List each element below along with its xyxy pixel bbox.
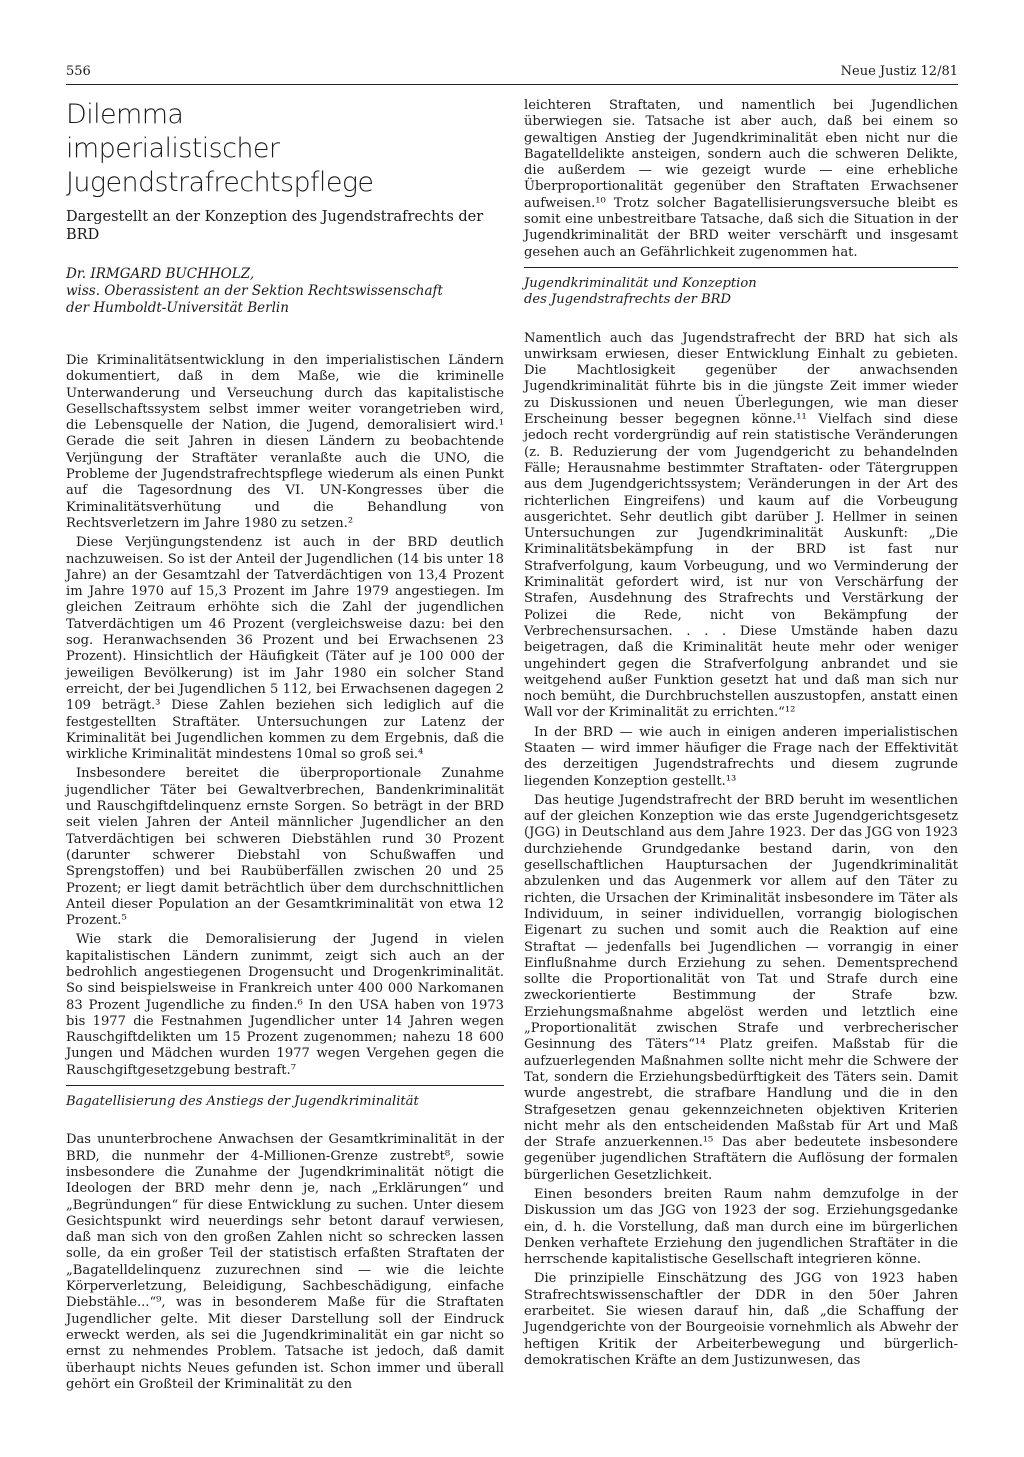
- title-line-2: imperialistischer Jugendstrafrechtspflege: [66, 133, 374, 198]
- author-name: Dr. IRMGARD BUCHHOLZ,: [66, 266, 255, 282]
- title-line-1: Dilemma: [66, 99, 184, 130]
- section-heading: [524, 276, 958, 309]
- journal-issue: Neue Justiz 12/81: [840, 64, 958, 79]
- section-heading: Bagatellisierung des Anstiegs der Jugendkriminalität: [66, 1094, 419, 1110]
- article-subtitle: Dargestellt an der Konzeption des Jugendstrafrechts der BRD: [66, 209, 484, 243]
- author-block: [66, 266, 504, 317]
- paragraph: Wie stark die Demoralisierung der Jugend in vielen kapitalistischen Ländern zunimmt, zeigt sich auch an der bedrohlich angestiegenen Drogensucht und Drogenkriminalität. So sind beispielsweise in Frankreich unter 400 000 Narkomanen 83 Prozent Jugendliche zu finden.⁶ In den USA haben von 1973 bis 1977 die Festnahmen Jugendlicher unter 14 Jahren wegen Rauschgiftdelikten um 15 Prozent zugenommen; nahezu 18 600 Jungen und Mädchen wurden 1977 wegen Vergehen gegen die Rauschgiftgesetzgebung bestraft.⁷: [66, 932, 504, 1078]
- section-heading-line-2: des Jugendstrafrechts der BRD: [524, 292, 731, 308]
- author-role: wiss. Oberassistent an der Sektion Rechtswissenschaft: [66, 283, 443, 299]
- running-header: [66, 64, 958, 84]
- right-column: [524, 98, 958, 1372]
- paragraph: Namentlich auch das Jugendstrafrecht der BRD hat sich als unwirksam erwiesen, dieser Entwicklung Einhalt zu gebieten. Die Machtlosigkeit gegenüber der anwachsenden Jugendkriminalität führte bis in die jüngste Zeit immer wieder zu Diskussionen und neuen Überlegungen, wie man dieser Erscheinung besser begegnen könne.¹¹ Vielfach sind diese jedoch recht vordergründig auf rein statistische Veränderungen (z. B. Reduzierung der vom Jugendgericht zu behandelnden Fälle; Herausnahme bestimmter Straftaten- oder Tätergruppen aus dem Jugendgerichtssystem; Veränderungen in der Art des richterlichen Eingreifens) und kaum auf die Vorbeugung ausgerichtet. Sehr deutlich gibt darüber J. Hellmer in seinen Untersuchungen zur Jugendkriminalität Auskunft: „Die Kriminalitätsbekämpfung in der BRD ist fast nur Strafverfolgung, kaum Vorbeugung, und wo Verminderung der Kriminalität gefordert wird, ist nur von Verschärfung der Strafen, Ausdehnung des Strafrechts und Verstärkung der Polizei die Rede, nicht von Bekämpfung der Verbrechensursachen. . . . Diese Umstände haben dazu beigetragen, daß die Kriminalität heute mehr oder weniger ungehindert gegen die Strafverfolgung anbrandet und sie weitgehend außer Funktion gesetzt hat und daß man sich nur noch bemüht, die Durchbruchstellen auszustopfen, anstatt einen Wall vor der Kriminalität zu errichten.“¹²: [524, 330, 958, 721]
- section-rule: [66, 1085, 504, 1086]
- paragraph: In der BRD — wie auch in einigen anderen imperialistischen Staaten — wird immer häufiger die Frage nach der Effektivität des derzeitigen Jugendstrafrechts und diesem zugrunde liegenden Konzeption gestellt.¹³: [524, 724, 958, 789]
- paragraph: Die Kriminalitätsentwicklung in den imperialistischen Ländern dokumentiert, daß in dem Maße, wie die kriminelle Unterwanderung und Verseuchung durch das kapitalistische Gesellschaftssystem selbst immer weiter vorangetrieben wird, die Lebensquelle der Nation, die Jugend, demoralisiert wird.¹ Gerade die seit Jahren in diesen Ländern zu beobachtende Verjüngung der Straftäter veranlaßte auch die UNO, die Probleme der Jugendstrafrechtspflege wiederum als einen Punkt auf die Tagesordnung des VI. UN-Kongresses über die Kriminalitätsverhütung und die Behandlung von Rechtsverletzern im Jahre 1980 zu setzen.²: [66, 353, 504, 531]
- article-title: [66, 98, 504, 200]
- left-column: [66, 98, 504, 1396]
- header-rule: [66, 84, 958, 85]
- paragraph: Die prinzipielle Einschätzung des JGG von 1923 haben Strafrechtswissenschaftler der DDR in den 50er Jahren erarbeitet. Sie wiesen darauf hin, daß „die Schaffung der Jugendgerichte von der Bourgeoisie vornehmlich als Abwehr der heftigen Kritik der Arbeiterbewegung und bürgerlich-demokratischen Kräfte an dem Justizunwesen, das: [524, 1271, 958, 1368]
- section-heading-line-1: Jugendkriminalität und Konzeption: [524, 275, 757, 291]
- paragraph: Das heutige Jugendstrafrecht der BRD beruht im wesentlichen auf der gleichen Konzeption wie das erste Jugendgerichtsgesetz (JGG) in Deutschland aus dem Jahre 1923. Der das JGG von 1923 durchziehende Grundgedanke bestand darin, von den gesellschaftlichen Hauptursachen der Jugendkriminalität abzulenken und das Augenmerk vor allem auf den Täter zu richten, die Ursachen der Kriminalität insbesondere im Täter als Individuum, in seiner individuellen, vorrangig biologischen Eigenart zu suchen und somit auch die Reaktion auf eine Straftat — jedenfalls bei Jugendlichen — vorrangig in einer Einflußnahme durch Erziehung zu sehen. Dementsprechend sollte die Proportionalität von Tat und Strafe durch eine zweckorientierte Bestimmung der Strafe bzw. Erziehungsmaßnahme abgelöst werden und letztlich eine „Proportionalität zwischen Strafe und verbrecherischer Gesinnung des Täters“¹⁴ Platz greifen. Maßstab für die aufzuerlegenden Maßnahmen sollte nicht mehr die Schwere der Tat, sondern die Erziehungsbedürftigkeit des Täters sein. Damit wurde angestrebt, die strafbare Handlung und die in den Strafgesetzen genau gekennzeichneten objektiven Kriterien nicht mehr als den entscheidenden Maßstab für Art und Maß der Strafe anzuerkennen.¹⁵ Das aber bedeutete insbesondere gegenüber jugendlichen Straftätern die Auflösung der formalen bürgerlichen Gesetzlichkeit.: [524, 792, 958, 1183]
- page-number: 556: [66, 64, 91, 79]
- intro-text: [66, 353, 504, 1079]
- section-rule: [524, 267, 958, 268]
- paragraph: Das ununterbrochene Anwachsen der Gesamtkriminalität in der BRD, die nunmehr der 4-Millionen-Grenze zustrebt⁸, sowie insbesondere die Zunahme der Jugendkriminalität nötigt die Ideologen der BRD mehr denn je, nach „Erklärungen“ und „Begründungen“ für diese Entwicklung zu suchen. Unter diesem Gesichtspunkt wird neuerdings sehr betont darauf verwiesen, daß man sich von den großen Zahlen nicht so schrecken lassen solle, da ein großer Teil der statistisch erfaßten Straftaten der „Bagatelldelinquenz zuzurechnen sind — wie die leichte Körperverletzung, Beleidigung, Sachbeschädigung, einfache Diebstähle...“⁹, was in besonderem Maße für die Straftaten Jugendlicher gelte. Mit dieser Darstellung soll der Eindruck erweckt werden, als sei die Jugendkriminalität ein gar nicht so ernst zu nehmendes Problem. Tatsache ist jedoch, daß damit überhaupt nichts Neues gefunden ist. Schon immer und überall gehört ein Großteil der Kriminalität zu den: [66, 1132, 504, 1392]
- author-affiliation: der Humboldt-Universität Berlin: [66, 300, 289, 316]
- paragraph: leichteren Straftaten, und namentlich bei Jugendlichen überwiegen sie. Tatsache ist aber auch, daß bei einem so gewaltigen Anstieg der Jugendkriminalität eben nicht nur die Bagatelldelikte ansteigen, sondern auch die schweren Delikte, die außerdem — wie gezeigt wurde — eine erhebliche Überproportionalität gegenüber den Straftaten Erwachsener aufweisen.¹⁰ Trotz solcher Bagatellisierungsversuche bleibt es somit eine unbestreitbare Tatsache, daß sich die Situation in der Jugendkriminalität der BRD weiter verschärft und insgesamt gesehen auch an Gefährlichkeit zugenommen hat.: [524, 98, 958, 260]
- paragraph: Einen besonders breiten Raum nahm demzufolge in der Diskussion um das JGG von 1923 der sog. Erziehungsgedanke ein, d. h. die Vorstellung, daß man durch eine im bürgerlichen Denken verhaftete Erziehung den jugendlichen Straftäter in die herrschende kapitalistische Gesellschaft integrieren könne.: [524, 1187, 958, 1268]
- paragraph: Insbesondere bereitet die überproportionale Zunahme jugendlicher Täter bei Gewaltverbrechen, Bandenkriminalität und Rauschgiftdelinquenz ernste Sorgen. So beträgt in der BRD seit vielen Jahren der Anteil männlicher Jugendlicher an den Tatverdächtigen bei schweren Diebstählen rund 30 Prozent (darunter schwerer Diebstahl von Schußwaffen und Sprengstoffen) und bei Raubüberfällen zwischen 20 und 25 Prozent; er liegt damit beträchtlich über dem durchschnittlichen Anteil dieser Population an der Gesamtkriminalität von etwa 12 Prozent.⁵: [66, 766, 504, 929]
- paragraph: Diese Verjüngungstendenz ist auch in der BRD deutlich nachzuweisen. So ist der Anteil der Jugendlichen (14 bis unter 18 Jahre) an der Gesamtzahl der Tatverdächtigen von 13,4 Prozent im Jahre 1970 auf 15,3 Prozent im Jahre 1979 angestiegen. Im gleichen Zeitraum erhöhte sich die Zahl der jugendlichen Tatverdächtigen um 46 Prozent (vergleichsweise dazu: bei den sog. Heranwachsenden 36 Prozent und bei Erwachsenen 23 Prozent). Hinsichtlich der Häufigkeit (Täter auf je 100 000 der jeweiligen Bevölkerung) ist im Jahr 1980 ein solcher Stand erreicht, der bei Jugendlichen 5 112, bei Erwachsenen dagegen 2 109 beträgt.³ Diese Zahlen beziehen sich lediglich auf die festgestellten Straftäter. Untersuchungen zur Latenz der Kriminalität bei Jugendlichen kommen zu dem Ergebnis, daß die wirkliche Kriminalität mindestens 10mal so groß sei.⁴: [66, 535, 504, 763]
